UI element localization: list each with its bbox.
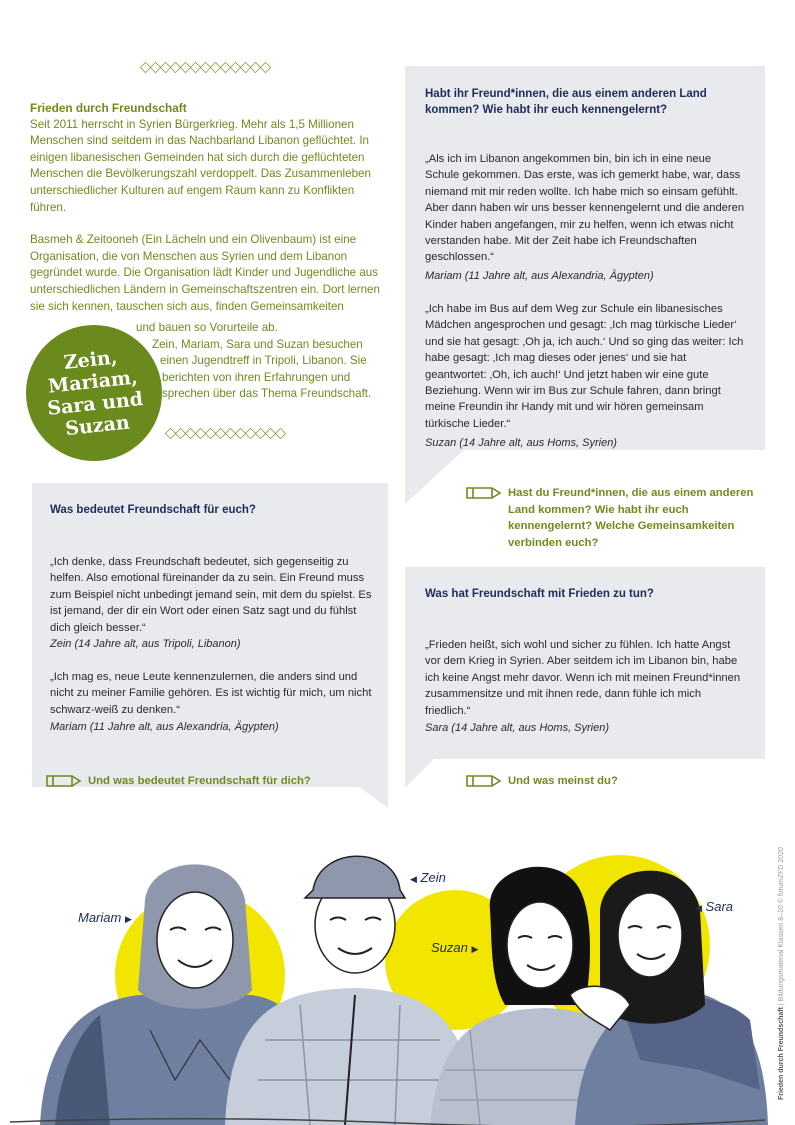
- panel-heading: Was bedeutet Freundschaft für euch?: [50, 504, 256, 516]
- task-text: Und was bedeutet Freundschaft für dich?: [88, 775, 311, 787]
- speech-tail: [405, 449, 465, 505]
- name-text: Suzan: [431, 940, 468, 955]
- source-mariam: Mariam (11 Jahre alt, aus Alexandria, Ägypten): [50, 721, 279, 733]
- intro-tail-line: berichten von ihren Erfahrungen und: [162, 370, 351, 384]
- arrow-left-icon: ◀: [410, 874, 417, 884]
- name-label-zein: [410, 870, 446, 885]
- task-peace: [466, 773, 618, 790]
- speech-tail: [405, 758, 435, 788]
- panel-heading: Was hat Freundschaft mit Frieden zu tun?: [425, 588, 654, 600]
- pencil-icon: [46, 775, 82, 787]
- quote-suzan: „Ich habe im Bus auf dem Weg zur Schule ein libanesisches Mädchen angesprochen und gesagt: ‚Ich mag türkische Lieder‘ und sie hat gesagt: ‚Oh ja, ich auch.‘ Und so ging das weiter: Ich habe gesagt: ‚Ich mag dieses oder jenes‘ und sie hat geantwortet: ‚Oh, ich auch!‘ Und jetzt haben wir eine gute Beziehung. Wenn wir im Bus zur Schule fahren, dann bringt meine Freundin ihr Handy mit und wir hören gemeinsam türkische Lieder.“: [425, 303, 744, 430]
- name-text: Zein: [420, 870, 446, 885]
- intro-section: [30, 100, 385, 315]
- intro-tail: [136, 320, 386, 403]
- task-text: Und was meinst du?: [508, 775, 618, 787]
- intro-tail-line: einen Jugendtreff in Tripoli, Libanon. Sie: [160, 354, 367, 368]
- speech-tail: [358, 786, 388, 808]
- names-circle-badge: [26, 325, 162, 461]
- panel-foreign-friends: [405, 66, 765, 450]
- name-label-suzan: [431, 940, 478, 955]
- panel-peace: [405, 567, 765, 759]
- intro-tail-line: sprechen über das Thema Freundschaft.: [162, 387, 372, 401]
- pencil-icon: [466, 775, 502, 787]
- task-meaning: [46, 773, 311, 790]
- quote-mariam: „Ich mag es, neue Leute kennenzulernen, die anders sind und nicht zu meiner Familie gehören. Es ist wichtig für mich, um nicht schwarz-weiß zu denken.“: [50, 671, 372, 716]
- intro-title: Frieden durch Freundschaft: [30, 101, 187, 115]
- name-text: Sara: [705, 899, 734, 914]
- ornament-middle: [165, 428, 285, 440]
- quote-mariam: „Als ich im Libanon angekommen bin, bin ich in eine neue Schule gekommen. Das erste, was ich gemerkt habe, war, dass niemand mit mir reden wollte. Ich habe mich so einsam gefühlt. Aber dann haben wir uns besser kennengelernt und die anderen Kinder haben angefangen, mir zu helfen, wenn ich etwas nicht verstanden habe. Mit der Zeit habe ich Freundschaften geschlossen.“: [425, 153, 745, 264]
- source-zein: Zein (14 Jahre alt, aus Tripoli, Libanon): [50, 638, 241, 650]
- arrow-left-icon: ◀: [695, 903, 702, 913]
- source-suzan: Suzan (14 Jahre alt, aus Homs, Syrien): [425, 437, 617, 449]
- name-label-sara: [695, 899, 733, 914]
- pencil-icon: [466, 487, 502, 499]
- name-label-mariam: [78, 910, 132, 925]
- task-text: Hast du Freund*innen, die aus einem anderen Land kommen? Wie habt ihr euch kennengelernt? Welche Gemeinsamkeiten verbinden euch?: [508, 487, 754, 549]
- name-text: Mariam: [78, 910, 122, 925]
- intro-tail-line: und bauen so Vorurteile ab.: [136, 321, 278, 334]
- intro-paragraph-1: Seit 2011 herrscht in Syrien Bürgerkrieg. Mehr als 1,5 Millionen Menschen sind seitdem in das Nachbarland Libanon geflüchtet. In einigen libanesischen Gemeinden hat sich durch die geflüchteten Menschen die Bevölkerungszahl verdoppelt. Das Zusammenleben unterschiedlicher Kulturen auf engem Raum kann zu Konflikten führen.: [30, 117, 371, 214]
- circle-text: Zein, Mariam, Sara und Suzan: [46, 346, 144, 441]
- quote-sara: „Frieden heißt, sich wohl und sicher zu fühlen. Ich hatte Angst vor dem Krieg in Syrien. Aber seitdem ich im Libanon bin, habe ich keine Angst mehr davor. Wenn ich mit meinen Freund*innen zusammensitze und mit ihnen rede, dann fühle ich mich friedlich.“: [425, 639, 741, 717]
- panel-meaning: [32, 483, 388, 787]
- source-sara: Sara (14 Jahre alt, aus Homs, Syrien): [425, 722, 610, 734]
- intro-tail-line: Zein, Mariam, Sara und Suzan besuchen: [152, 337, 363, 351]
- portrait-illustration: [0, 830, 770, 1125]
- quote-zein: „Ich denke, dass Freundschaft bedeutet, sich gegenseitig zu helfen. Also emotional füreinander da zu sein. Ein Freund muss zum Beispiel nicht unbedingt jemand sein, mit dem du spielst. Es ist jemand, der dir ein Wort oder einen Satz sagt und du fühlst dich gleich besser.“: [50, 556, 372, 634]
- arrow-right-icon: ▶: [471, 944, 479, 954]
- intro-paragraph-2: Basmeh & Zeitooneh (Ein Lächeln und ein Olivenbaum) ist eine Organisation, die von Menschen aus Syrien und dem Libanon gegründet wurde. Die Organisation lädt Kinder und Jugendliche aus unterschiedlichen Ländern in Gemeinschaftszentren ein. Dort lernen sie sich kennen, tauschen sich aus, finden Gemeinsamkeiten: [30, 233, 380, 313]
- footer-rest: | Bildungsmaterial Klassen 8–10 © forumZFD 2020: [778, 847, 785, 1008]
- arrow-right-icon: ▶: [124, 914, 132, 924]
- vertical-footer: [778, 847, 785, 1100]
- task-foreign-friends: [466, 485, 756, 551]
- ornament-top: [140, 62, 270, 74]
- footer-title: Frieden durch Freundschaft: [778, 1007, 785, 1100]
- source-mariam: Mariam (11 Jahre alt, aus Alexandria, Ägypten): [425, 270, 654, 282]
- panel-heading: Habt ihr Freund*innen, die aus einem anderen Land kommen? Wie habt ihr euch kennengelernt?: [425, 88, 707, 116]
